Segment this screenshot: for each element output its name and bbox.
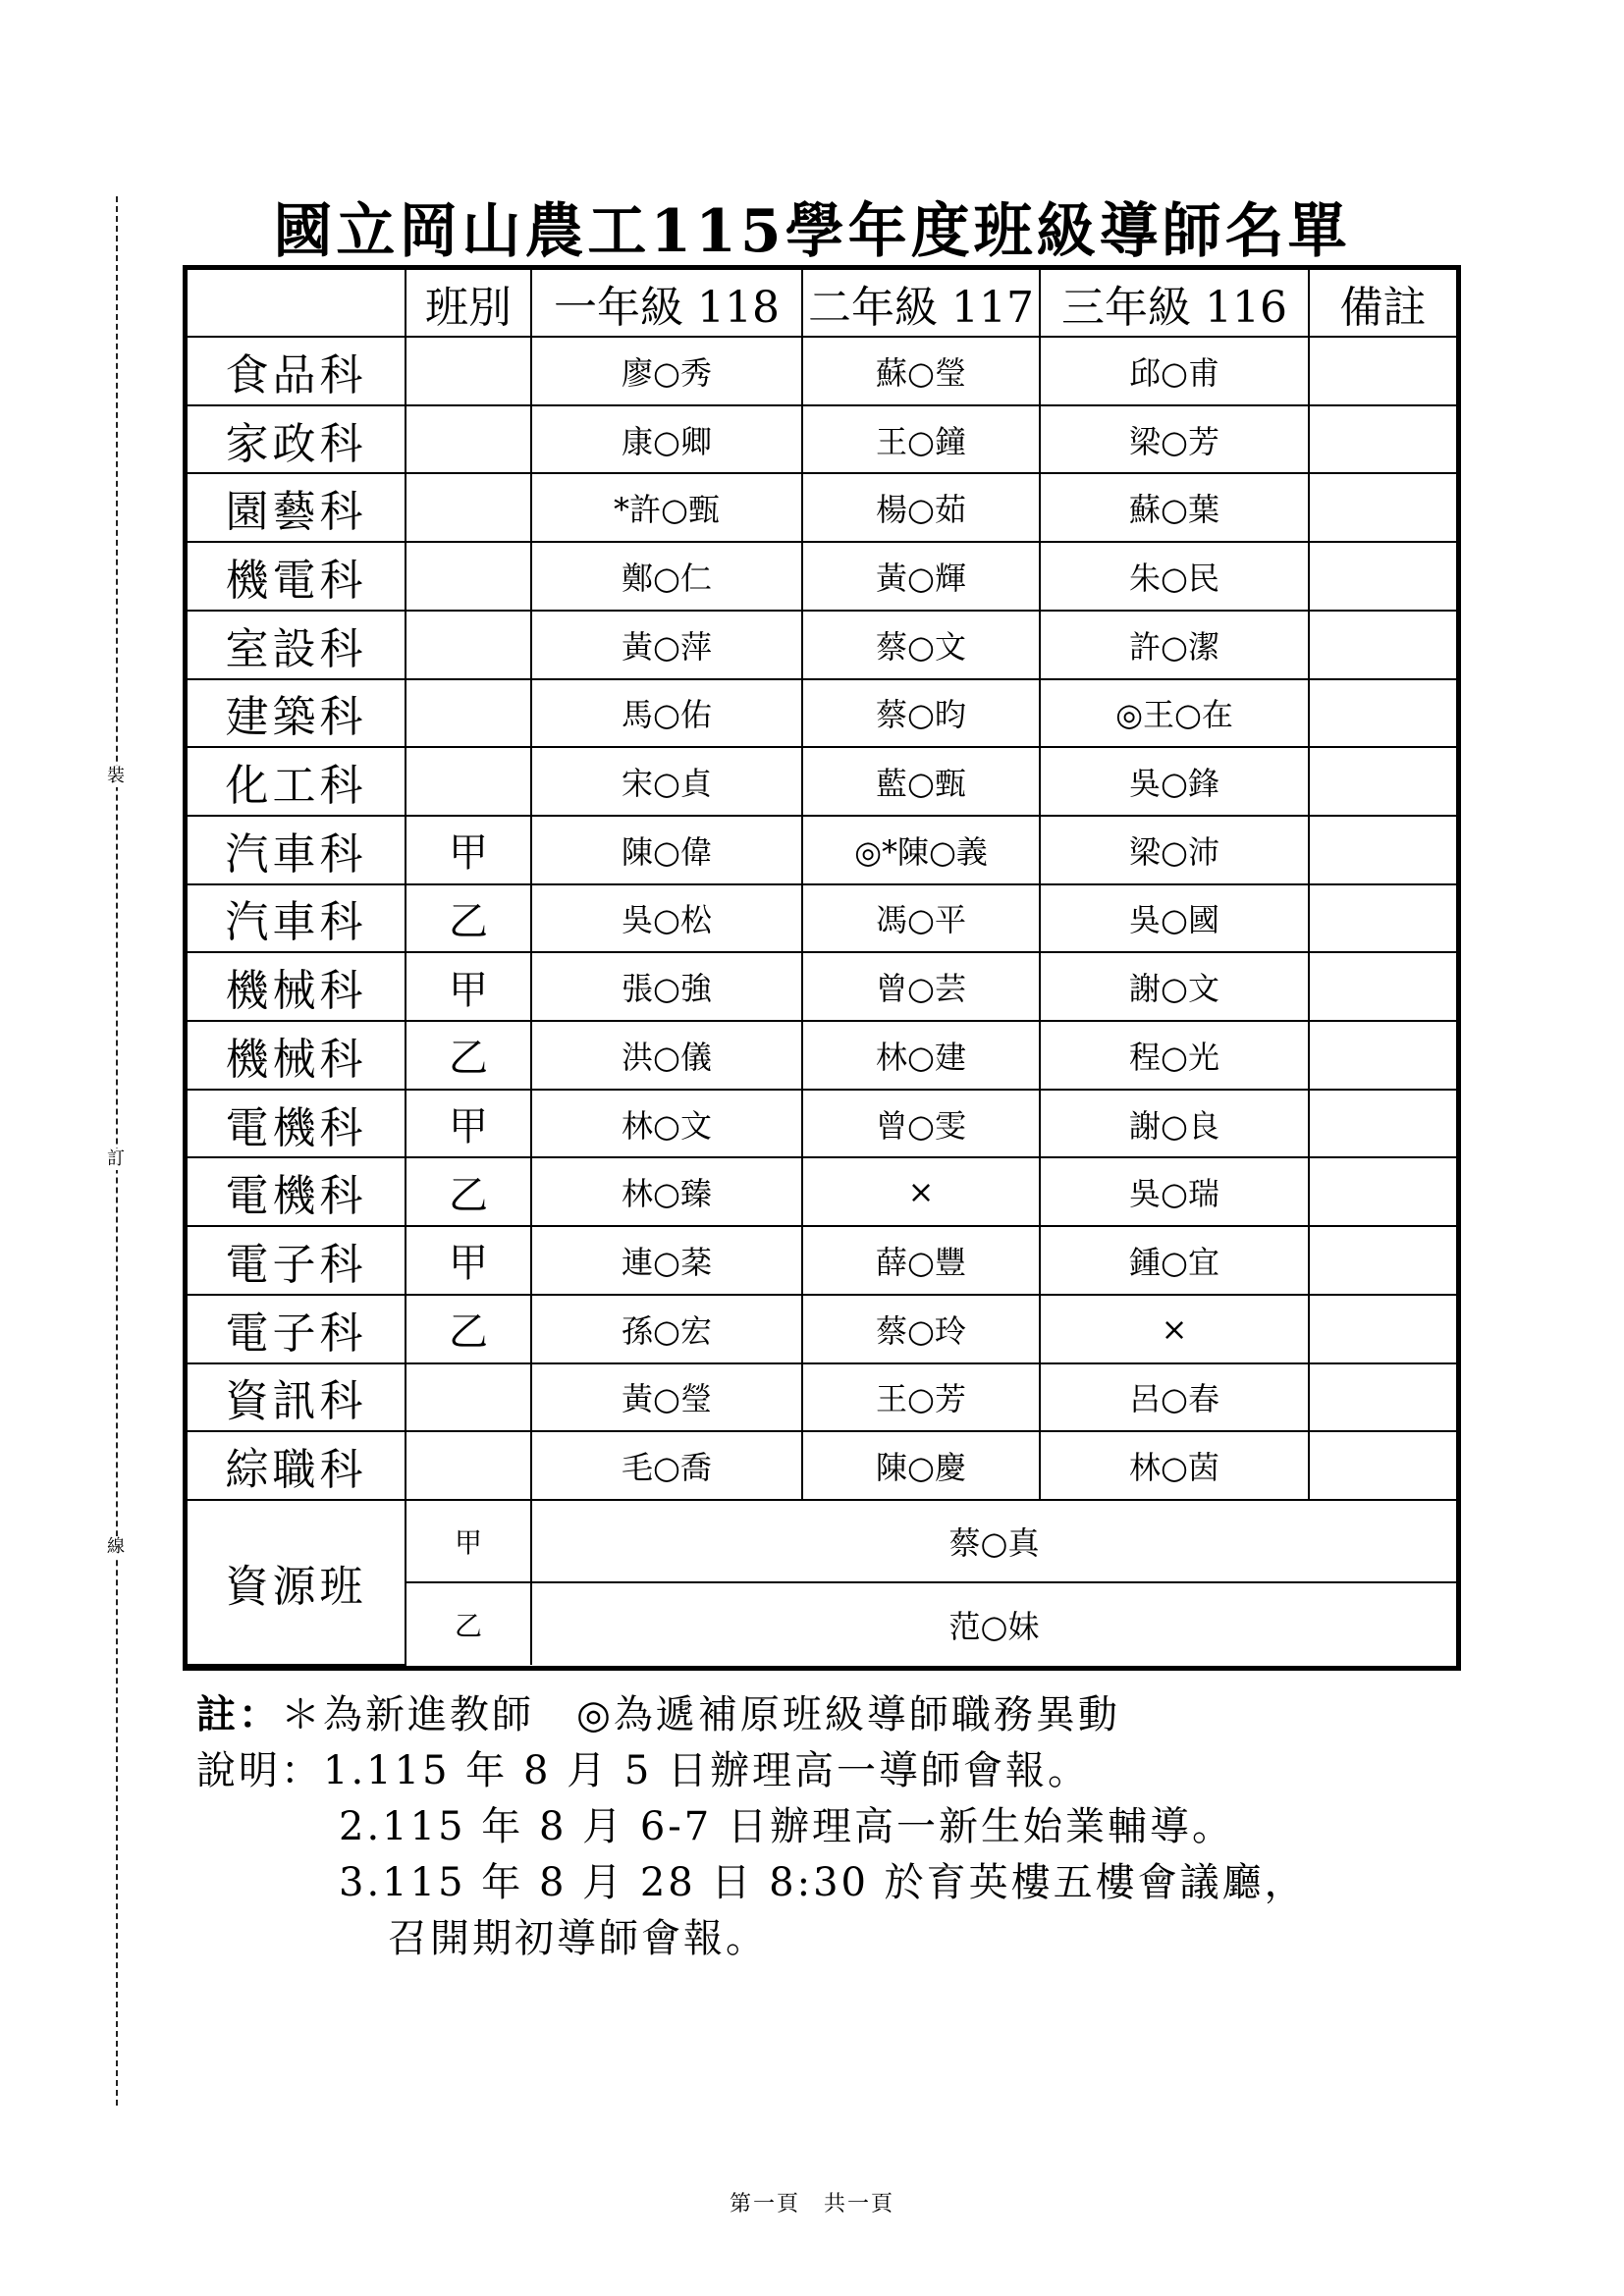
department-cell: 園藝科 — [188, 473, 406, 542]
grade3-teacher-cell: 鍾○宜 — [1040, 1226, 1309, 1295]
remarks-cell — [1309, 611, 1456, 679]
grade3-teacher-cell: 呂○春 — [1040, 1363, 1309, 1432]
remarks-cell — [1309, 1226, 1456, 1295]
remarks-cell — [1309, 952, 1456, 1021]
column-header: 三年級 116 — [1040, 270, 1309, 337]
table-row — [188, 1431, 1456, 1500]
class-cell: 乙 — [406, 1157, 531, 1226]
grade1-teacher-cell: 廖○秀 — [531, 337, 802, 405]
grade3-teacher-cell: × — [1040, 1295, 1309, 1363]
grade1-teacher-cell: 林○文 — [531, 1090, 802, 1158]
grade3-teacher-cell: 謝○文 — [1040, 952, 1309, 1021]
grade3-teacher-cell: 邱○甫 — [1040, 337, 1309, 405]
note-text: ＊為新進教師 ◎為遞補原班級導師職務異動 — [281, 1692, 1120, 1737]
table-row — [188, 679, 1456, 748]
resource-row — [188, 1500, 1456, 1582]
roster-table — [188, 270, 1456, 1666]
column-header: 班別 — [406, 270, 531, 337]
roster-table-frame — [183, 265, 1461, 1671]
binding-mark-1: 裝 — [104, 766, 128, 787]
department-cell: 綜職科 — [188, 1431, 406, 1500]
class-cell: 乙 — [406, 884, 531, 953]
class-cell — [406, 405, 531, 474]
explain-item-2: 2.115 年 8 月 6-7 日辦理高一新生始業輔導。 — [339, 1804, 1234, 1849]
table-row — [188, 337, 1456, 405]
column-header: 一年級 118 — [531, 270, 802, 337]
grade2-teacher-cell: 黃○輝 — [802, 542, 1040, 611]
table-row — [188, 747, 1456, 816]
grade3-teacher-cell: 吳○國 — [1040, 884, 1309, 953]
department-cell: 家政科 — [188, 405, 406, 474]
department-cell: 建築科 — [188, 679, 406, 748]
class-cell: 甲 — [406, 1226, 531, 1295]
binding-mark-2: 訂 — [104, 1148, 128, 1170]
department-cell: 電機科 — [188, 1157, 406, 1226]
table-row — [188, 884, 1456, 953]
remarks-cell — [1309, 1090, 1456, 1158]
grade2-teacher-cell: 林○建 — [802, 1021, 1040, 1090]
grade1-teacher-cell: 康○卿 — [531, 405, 802, 474]
class-cell: 甲 — [406, 1090, 531, 1158]
note-line — [196, 1686, 1473, 1743]
grade1-teacher-cell: 黃○瑩 — [531, 1363, 802, 1432]
column-header: 備註 — [1309, 270, 1456, 337]
table-row — [188, 1363, 1456, 1432]
department-cell: 資訊科 — [188, 1363, 406, 1432]
explain-item-3: 3.115 年 8 月 28 日 8:30 於育英樓五樓會議廳， — [339, 1860, 1307, 1905]
department-cell: 機械科 — [188, 1021, 406, 1090]
department-cell: 機械科 — [188, 952, 406, 1021]
department-cell: 電機科 — [188, 1090, 406, 1158]
class-cell — [406, 747, 531, 816]
department-cell: 汽車科 — [188, 816, 406, 884]
grade2-teacher-cell: 蘇○瑩 — [802, 337, 1040, 405]
explain-label: 說明： — [196, 1748, 323, 1793]
department-cell: 室設科 — [188, 611, 406, 679]
grade1-teacher-cell: 毛○喬 — [531, 1431, 802, 1500]
explain-line-4 — [196, 1911, 1473, 1967]
department-cell: 食品科 — [188, 337, 406, 405]
class-cell — [406, 611, 531, 679]
table-row — [188, 405, 1456, 474]
grade3-teacher-cell: 朱○民 — [1040, 542, 1309, 611]
grade1-teacher-cell: 馬○佑 — [531, 679, 802, 748]
class-cell: 乙 — [406, 1021, 531, 1090]
grade2-teacher-cell: 楊○茹 — [802, 473, 1040, 542]
department-cell: 汽車科 — [188, 884, 406, 953]
table-row — [188, 1090, 1456, 1158]
grade2-teacher-cell: 陳○慶 — [802, 1431, 1040, 1500]
table-row — [188, 1021, 1456, 1090]
grade2-teacher-cell: 曾○芸 — [802, 952, 1040, 1021]
remarks-cell — [1309, 1431, 1456, 1500]
class-cell — [406, 1363, 531, 1432]
remarks-cell — [1309, 405, 1456, 474]
grade1-teacher-cell: 孫○宏 — [531, 1295, 802, 1363]
class-cell: 甲 — [406, 952, 531, 1021]
grade3-teacher-cell: 程○光 — [1040, 1021, 1309, 1090]
resource-class-cell: 乙 — [406, 1582, 531, 1665]
note-label: 註： — [196, 1691, 281, 1737]
grade2-teacher-cell: 蔡○文 — [802, 611, 1040, 679]
grade1-teacher-cell: 吳○松 — [531, 884, 802, 953]
grade2-teacher-cell: 王○鐘 — [802, 405, 1040, 474]
table-row — [188, 1157, 1456, 1226]
resource-department-cell: 資源班 — [188, 1500, 406, 1665]
table-row — [188, 473, 1456, 542]
resource-teacher-cell: 范○妹 — [531, 1582, 1456, 1665]
header-row — [188, 270, 1456, 337]
class-cell — [406, 679, 531, 748]
table-row — [188, 952, 1456, 1021]
page-title: 國立岡山農工115學年度班級導師名單 — [273, 197, 1351, 266]
grade1-teacher-cell: 陳○偉 — [531, 816, 802, 884]
grade2-teacher-cell: 薛○豐 — [802, 1226, 1040, 1295]
grade2-teacher-cell: ◎*陳○義 — [802, 816, 1040, 884]
remarks-cell — [1309, 1363, 1456, 1432]
class-cell: 乙 — [406, 1295, 531, 1363]
remarks-cell — [1309, 816, 1456, 884]
remarks-cell — [1309, 473, 1456, 542]
remarks-cell — [1309, 679, 1456, 748]
grade2-teacher-cell: 藍○甄 — [802, 747, 1040, 816]
explain-item-4: 召開期初導師會報。 — [388, 1916, 768, 1961]
table-row — [188, 542, 1456, 611]
grade3-teacher-cell: 蘇○葉 — [1040, 473, 1309, 542]
class-cell: 甲 — [406, 816, 531, 884]
department-cell: 電子科 — [188, 1226, 406, 1295]
remarks-cell — [1309, 1157, 1456, 1226]
grade3-teacher-cell: 梁○芳 — [1040, 405, 1309, 474]
resource-class-cell: 甲 — [406, 1500, 531, 1582]
grade2-teacher-cell: × — [802, 1157, 1040, 1226]
department-cell: 機電科 — [188, 542, 406, 611]
grade2-teacher-cell: 王○芳 — [802, 1363, 1040, 1432]
remarks-cell — [1309, 884, 1456, 953]
remarks-cell — [1309, 337, 1456, 405]
grade3-teacher-cell: 吳○鋒 — [1040, 747, 1309, 816]
class-cell — [406, 473, 531, 542]
grade1-teacher-cell: 黃○萍 — [531, 611, 802, 679]
resource-teacher-cell: 蔡○真 — [531, 1500, 1456, 1582]
table-row — [188, 816, 1456, 884]
grade3-teacher-cell: ◎王○在 — [1040, 679, 1309, 748]
class-cell — [406, 1431, 531, 1500]
class-cell — [406, 337, 531, 405]
class-cell — [406, 542, 531, 611]
notes-section — [196, 1686, 1473, 1967]
department-cell: 化工科 — [188, 747, 406, 816]
grade3-teacher-cell: 許○潔 — [1040, 611, 1309, 679]
grade3-teacher-cell: 吳○瑞 — [1040, 1157, 1309, 1226]
remarks-cell — [1309, 1295, 1456, 1363]
column-header — [188, 270, 406, 337]
table-row — [188, 1295, 1456, 1363]
grade3-teacher-cell: 謝○良 — [1040, 1090, 1309, 1158]
remarks-cell — [1309, 542, 1456, 611]
column-header: 二年級 117 — [802, 270, 1040, 337]
department-cell: 電子科 — [188, 1295, 406, 1363]
grade3-teacher-cell: 林○茵 — [1040, 1431, 1309, 1500]
grade1-teacher-cell: 林○臻 — [531, 1157, 802, 1226]
page-footer: 第一頁 共一頁 — [729, 2192, 894, 2216]
table-row — [188, 611, 1456, 679]
grade1-teacher-cell: *許○甄 — [531, 473, 802, 542]
remarks-cell — [1309, 1021, 1456, 1090]
explain-line-3 — [196, 1855, 1473, 1911]
grade1-teacher-cell: 張○強 — [531, 952, 802, 1021]
grade2-teacher-cell: 蔡○昀 — [802, 679, 1040, 748]
grade1-teacher-cell: 鄭○仁 — [531, 542, 802, 611]
table-row — [188, 1226, 1456, 1295]
grade1-teacher-cell: 宋○貞 — [531, 747, 802, 816]
grade2-teacher-cell: 馮○平 — [802, 884, 1040, 953]
explain-line-2 — [196, 1799, 1473, 1855]
grade3-teacher-cell: 梁○沛 — [1040, 816, 1309, 884]
grade1-teacher-cell: 洪○儀 — [531, 1021, 802, 1090]
binding-mark-3: 線 — [104, 1536, 128, 1558]
explain-line-1 — [196, 1743, 1473, 1799]
grade1-teacher-cell: 連○棻 — [531, 1226, 802, 1295]
grade2-teacher-cell: 蔡○玲 — [802, 1295, 1040, 1363]
explain-item-1: 1.115 年 8 月 5 日辦理高一導師會報。 — [323, 1748, 1090, 1793]
grade2-teacher-cell: 曾○雯 — [802, 1090, 1040, 1158]
remarks-cell — [1309, 747, 1456, 816]
